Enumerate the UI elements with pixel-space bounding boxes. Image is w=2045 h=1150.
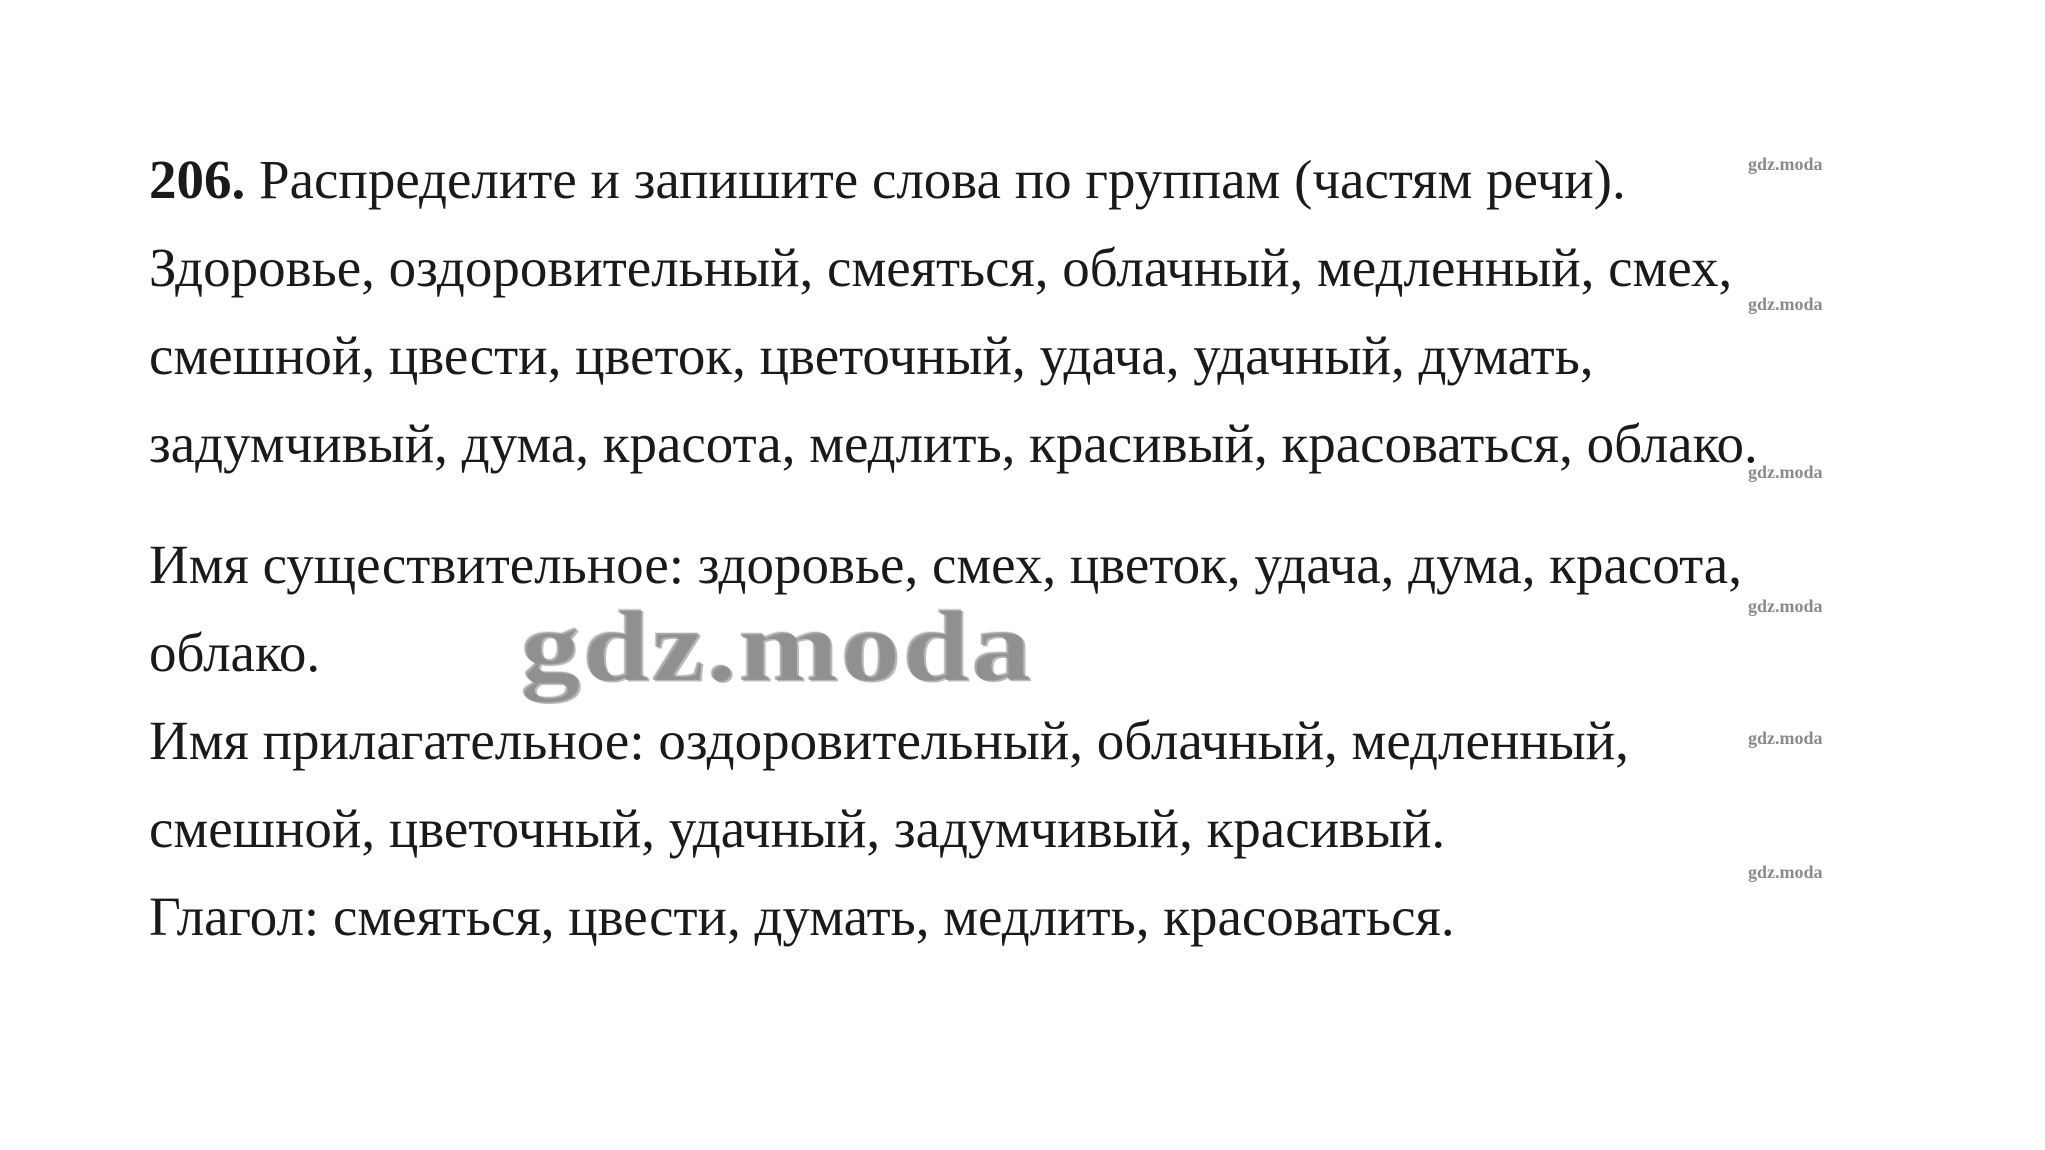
watermark-small: gdz.moda [1748, 862, 1823, 882]
watermark-small: gdz.moda [1748, 154, 1823, 174]
words-line-2: смешной, цвести, цветок, цветочный, удача, удачный, думать, [149, 325, 1594, 386]
adjective-line-1: Имя прилагательное: оздоровительный, облачный, медленный, [149, 710, 1629, 771]
exercise-instruction: Распределите и запишите слова по группам (частям речи). [259, 149, 1626, 210]
verb-line: Глагол: смеяться, цвести, думать, медлить, красоваться. [149, 886, 1455, 947]
watermark-small: gdz.moda [1748, 462, 1823, 482]
watermark-small: gdz.moda [1748, 728, 1823, 748]
adjective-line-2: смешной, цветочный, удачный, задумчивый, красивый. [149, 798, 1446, 859]
words-line-1: Здоровье, оздоровительный, смеяться, облачный, медленный, смех, [149, 237, 1733, 298]
watermark-logo: gdz.moda [520, 589, 1033, 703]
noun-line-2: облако. [149, 622, 321, 683]
watermark-small: gdz.moda [1748, 596, 1823, 616]
words-line-3: задумчивый, дума, красота, медлить, красивый, красоваться, облако. [149, 413, 1758, 474]
noun-line-1: Имя существительное: здоровье, смех, цветок, удача, дума, красота, [149, 534, 1742, 595]
exercise-heading [149, 145, 1626, 215]
watermark-small: gdz.moda [1748, 294, 1823, 314]
exercise-number: 206. [149, 149, 246, 210]
